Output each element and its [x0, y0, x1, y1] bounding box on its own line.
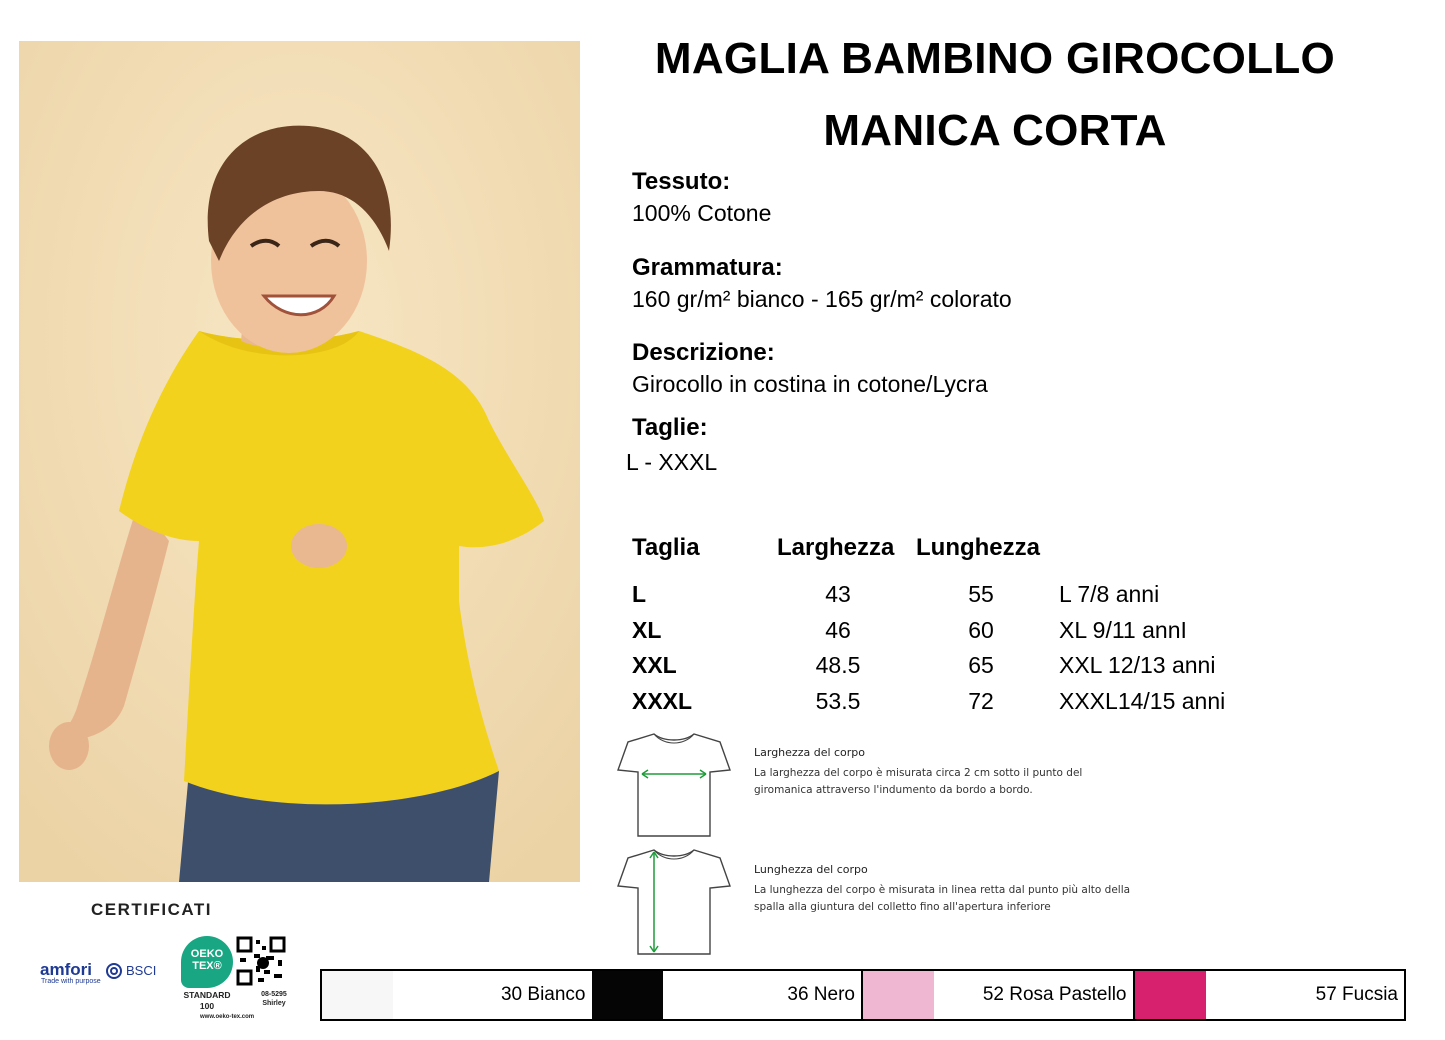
sizes-label: Taglie:: [632, 414, 708, 441]
color-options: [320, 969, 1406, 1021]
sizes-value: L - XXXL: [626, 449, 718, 475]
amfori-tagline: Trade with purpose: [41, 978, 101, 985]
row-width: 53.5: [815, 688, 861, 714]
row-age: L 7/8 anni: [1059, 581, 1160, 607]
certificates-title: CERTIFICATI: [91, 900, 213, 919]
table-header-size: Taglia: [632, 534, 700, 561]
description-label: Descrizione:: [632, 339, 775, 366]
fabric-value: 100% Cotone: [632, 200, 772, 226]
width-measure-text: La larghezza del corpo è misurata circa 2 cm sotto il punto del giromanica attraverso l'indumento da bordo a bordo.: [754, 767, 1083, 796]
oeko-tex-line2: TEX®: [192, 960, 222, 972]
row-length: 65: [968, 652, 994, 678]
bsci-label: BSCI: [126, 963, 157, 978]
length-diagram: [612, 846, 737, 963]
width-measure-title: Larghezza del corpo: [754, 746, 866, 759]
row-age: XL 9/11 annI: [1059, 617, 1187, 643]
color-swatch[interactable]: [1135, 971, 1206, 1019]
oeko-tex-standard: STANDARD 100: [183, 990, 231, 1011]
fabric-label: Tessuto:: [632, 168, 731, 195]
row-age: XXL 12/13 anni: [1059, 652, 1216, 678]
row-length: 72: [968, 688, 994, 714]
row-size: XXXL: [632, 688, 693, 714]
row-size: XXL: [632, 652, 677, 678]
qr-code-icon: [236, 936, 286, 991]
oeko-tex-code: 08-5295 Shirley: [261, 991, 287, 1007]
width-diagram: [612, 730, 737, 847]
row-age: XXXL14/15 anni: [1059, 688, 1226, 714]
row-length: 55: [968, 581, 994, 607]
product-photo: [19, 41, 580, 882]
bsci-icon: [104, 962, 124, 985]
product-title-line2: MANICA CORTA: [823, 106, 1167, 155]
row-width: 43: [825, 581, 851, 607]
weight-label: Grammatura:: [632, 254, 783, 281]
color-swatch[interactable]: [592, 971, 663, 1019]
amfori-logo: amfori: [40, 960, 92, 979]
table-header-width: Larghezza: [777, 534, 895, 561]
length-measure-text: La lunghezza del corpo è misurata in linea retta dal punto più alto della spalla alla giuntura del colletto fino all'apertura inferiore: [754, 884, 1131, 913]
product-title-line1: MAGLIA BAMBINO GIROCOLLO: [654, 34, 1336, 83]
row-length: 60: [968, 617, 994, 643]
weight-value: 160 gr/m² bianco - 165 gr/m² colorato: [632, 286, 1012, 312]
oeko-tex-url: www.oeko-tex.com: [200, 1014, 255, 1020]
table-header-length: Lunghezza: [916, 534, 1040, 561]
row-size: XL: [632, 617, 662, 643]
color-label: 57 Fucsia: [1315, 984, 1398, 1005]
oeko-tex-logo: [181, 936, 233, 988]
row-size: L: [632, 581, 647, 607]
row-width: 46: [825, 617, 851, 643]
color-label: 52 Rosa Pastello: [934, 971, 1135, 1019]
color-swatch[interactable]: [322, 971, 393, 1019]
color-label: 36 Nero: [663, 971, 864, 1019]
oeko-tex-line1: OEKO: [190, 948, 224, 960]
length-measure-title: Lunghezza del corpo: [754, 863, 868, 876]
color-label: 30 Bianco: [500, 984, 586, 1005]
row-width: 48.5: [815, 652, 861, 678]
description-value: Girocollo in costina in cotone/Lycra: [632, 371, 988, 397]
color-swatch[interactable]: [863, 971, 934, 1019]
